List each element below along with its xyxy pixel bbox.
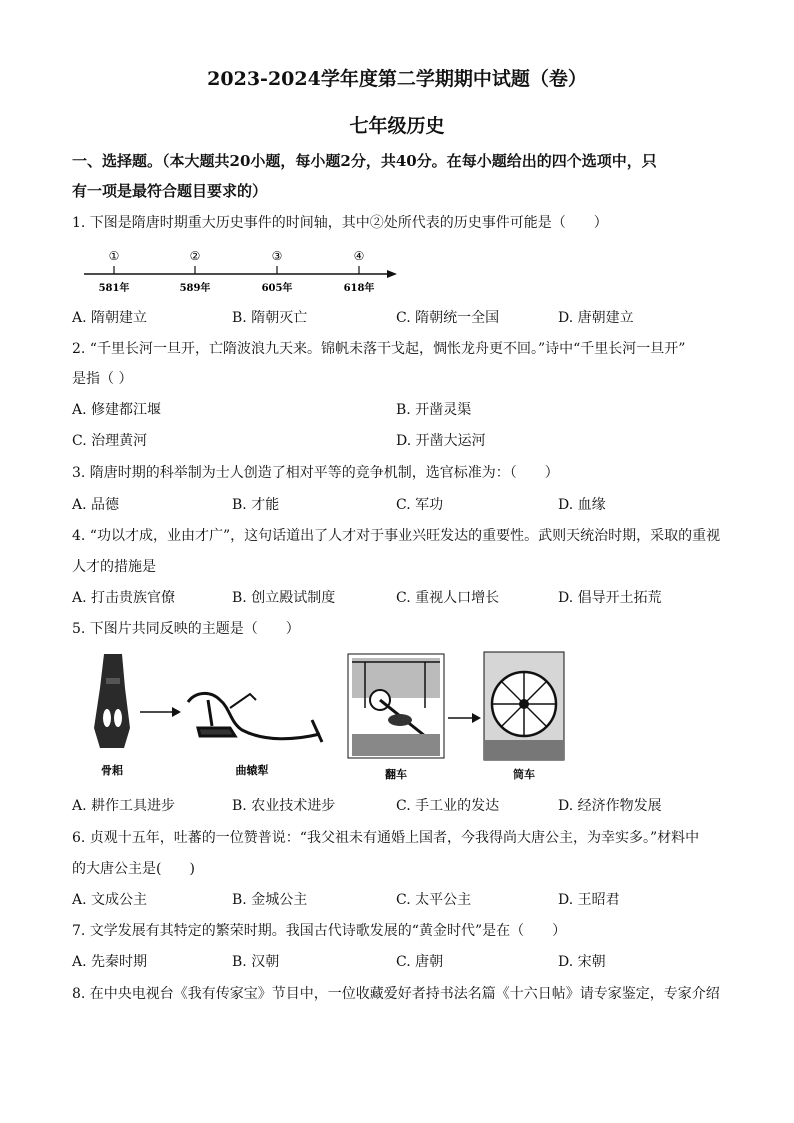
timeline-year: 605年 [261,283,293,294]
section-heading-line1: 一、选择题。（本大题共20小题，每小题2分，共40分。在每小题给出的四个选项中，只 [72,152,657,170]
question-4-stem-line1: 4. “功以才成，业由才广”，这句话道出了人才对于事业兴旺发达的重要性。武则天统治时期，采取的重视 [72,528,721,544]
figure-label-bone-spade: 骨耜 [101,764,123,777]
q5-option-c: C. 手工业的发达 [396,798,500,814]
q2-option-b: B. 开凿灵渠 [396,402,472,418]
q1-option-c: C. 隋朝统一全国 [396,310,500,326]
question-3-stem: 3. 隋唐时期的科举制为士人创造了相对平等的竞争机制，选官标准为：（ ） [72,465,559,481]
figure-label-curved-plough: 曲辕犁 [235,764,269,777]
question-6-stem-line2: 的大唐公主是( ) [72,861,195,877]
q3-option-b: B. 才能 [232,497,280,513]
farming-tools-figure [80,648,580,788]
timeline-marker: ② [189,249,201,263]
q6-option-d: D. 王昭君 [558,892,620,908]
question-8-stem: 8. 在中央电视台《我有传家宝》节目中，一位收藏爱好者持书法名篇《十六日帖》请专家鉴定，专家介绍 [72,986,720,1002]
exam-title: 2023-2024学年度第二学期期中试题（卷） [207,68,587,90]
timeline-marker: ① [108,249,120,263]
q5-option-a: A. 耕作工具进步 [72,798,176,814]
q4-option-d: D. 倡导开土拓荒 [558,590,662,606]
timeline-marker: ④ [353,249,365,263]
q3-option-a: A. 品德 [72,497,120,513]
q2-option-c: C. 治理黄河 [72,433,148,449]
question-6-stem-line1: 6. 贞观十五年，吐蕃的一位赞普说：“我父祖未有通婚上国者，今我得尚大唐公主，为幸实多。”材料中 [72,830,700,846]
q3-option-c: C. 军功 [396,497,444,513]
figure-label-water-wheel: 筒车 [513,768,535,781]
arrow-icon [140,707,181,717]
arrow-icon [448,713,481,723]
timeline-marker: ③ [271,249,283,263]
question-2-stem-line1: 2. “千里长河一旦开，亡隋波浪九天来。锦帆未落干戈起，惆怅龙舟更不回。”诗中“千里长河一旦开” [72,341,686,357]
bone-spade-image [94,654,130,748]
water-wheel-image [484,652,564,760]
timeline-arrow-icon [387,270,397,278]
q6-option-b: B. 金城公主 [232,892,308,908]
question-2-stem-line2: 是指（ ） [72,371,133,387]
timeline-year: 581年 [98,283,130,294]
q4-option-c: C. 重视人口增长 [396,590,500,606]
q1-option-d: D. 唐朝建立 [558,310,634,326]
q7-option-c: C. 唐朝 [396,954,444,970]
section-heading-line2: 有一项是最符合题目要求的） [72,182,268,200]
q6-option-a: A. 文成公主 [72,892,148,908]
question-4-stem-line2: 人才的措施是 [72,559,156,575]
q1-option-a: A. 隋朝建立 [72,310,148,326]
q4-option-b: B. 创立殿试制度 [232,590,336,606]
square-pallet-chain-pump-image [348,654,444,758]
q3-option-d: D. 血缘 [558,497,606,513]
q5-option-b: B. 农业技术进步 [232,798,336,814]
q7-option-d: D. 宋朝 [558,954,606,970]
q7-option-a: A. 先秦时期 [72,954,148,970]
timeline-year: 618年 [343,283,375,294]
q4-option-a: A. 打击贵族官僚 [72,590,176,606]
exam-subtitle: 七年级历史 [349,115,445,137]
q7-option-b: B. 汉朝 [232,954,280,970]
q5-option-d: D. 经济作物发展 [558,798,662,814]
q2-option-d: D. 开凿大运河 [396,433,486,449]
q6-option-c: C. 太平公主 [396,892,472,908]
q2-option-a: A. 修建都江堰 [72,402,162,418]
q1-option-b: B. 隋朝灭亡 [232,310,308,326]
curved-plough-image [188,693,322,742]
question-1-stem: 1. 下图是隋唐时期重大历史事件的时间轴，其中②处所代表的历史事件可能是（ ） [72,215,608,231]
timeline-figure [72,244,402,300]
question-7-stem: 7. 文学发展有其特定的繁荣时期。我国古代诗歌发展的“黄金时代”是在（ ） [72,923,567,939]
figure-label-pallet-pump: 翻车 [385,768,407,781]
question-5-stem: 5. 下图片共同反映的主题是（ ） [72,621,300,637]
timeline-year: 589年 [179,283,211,294]
